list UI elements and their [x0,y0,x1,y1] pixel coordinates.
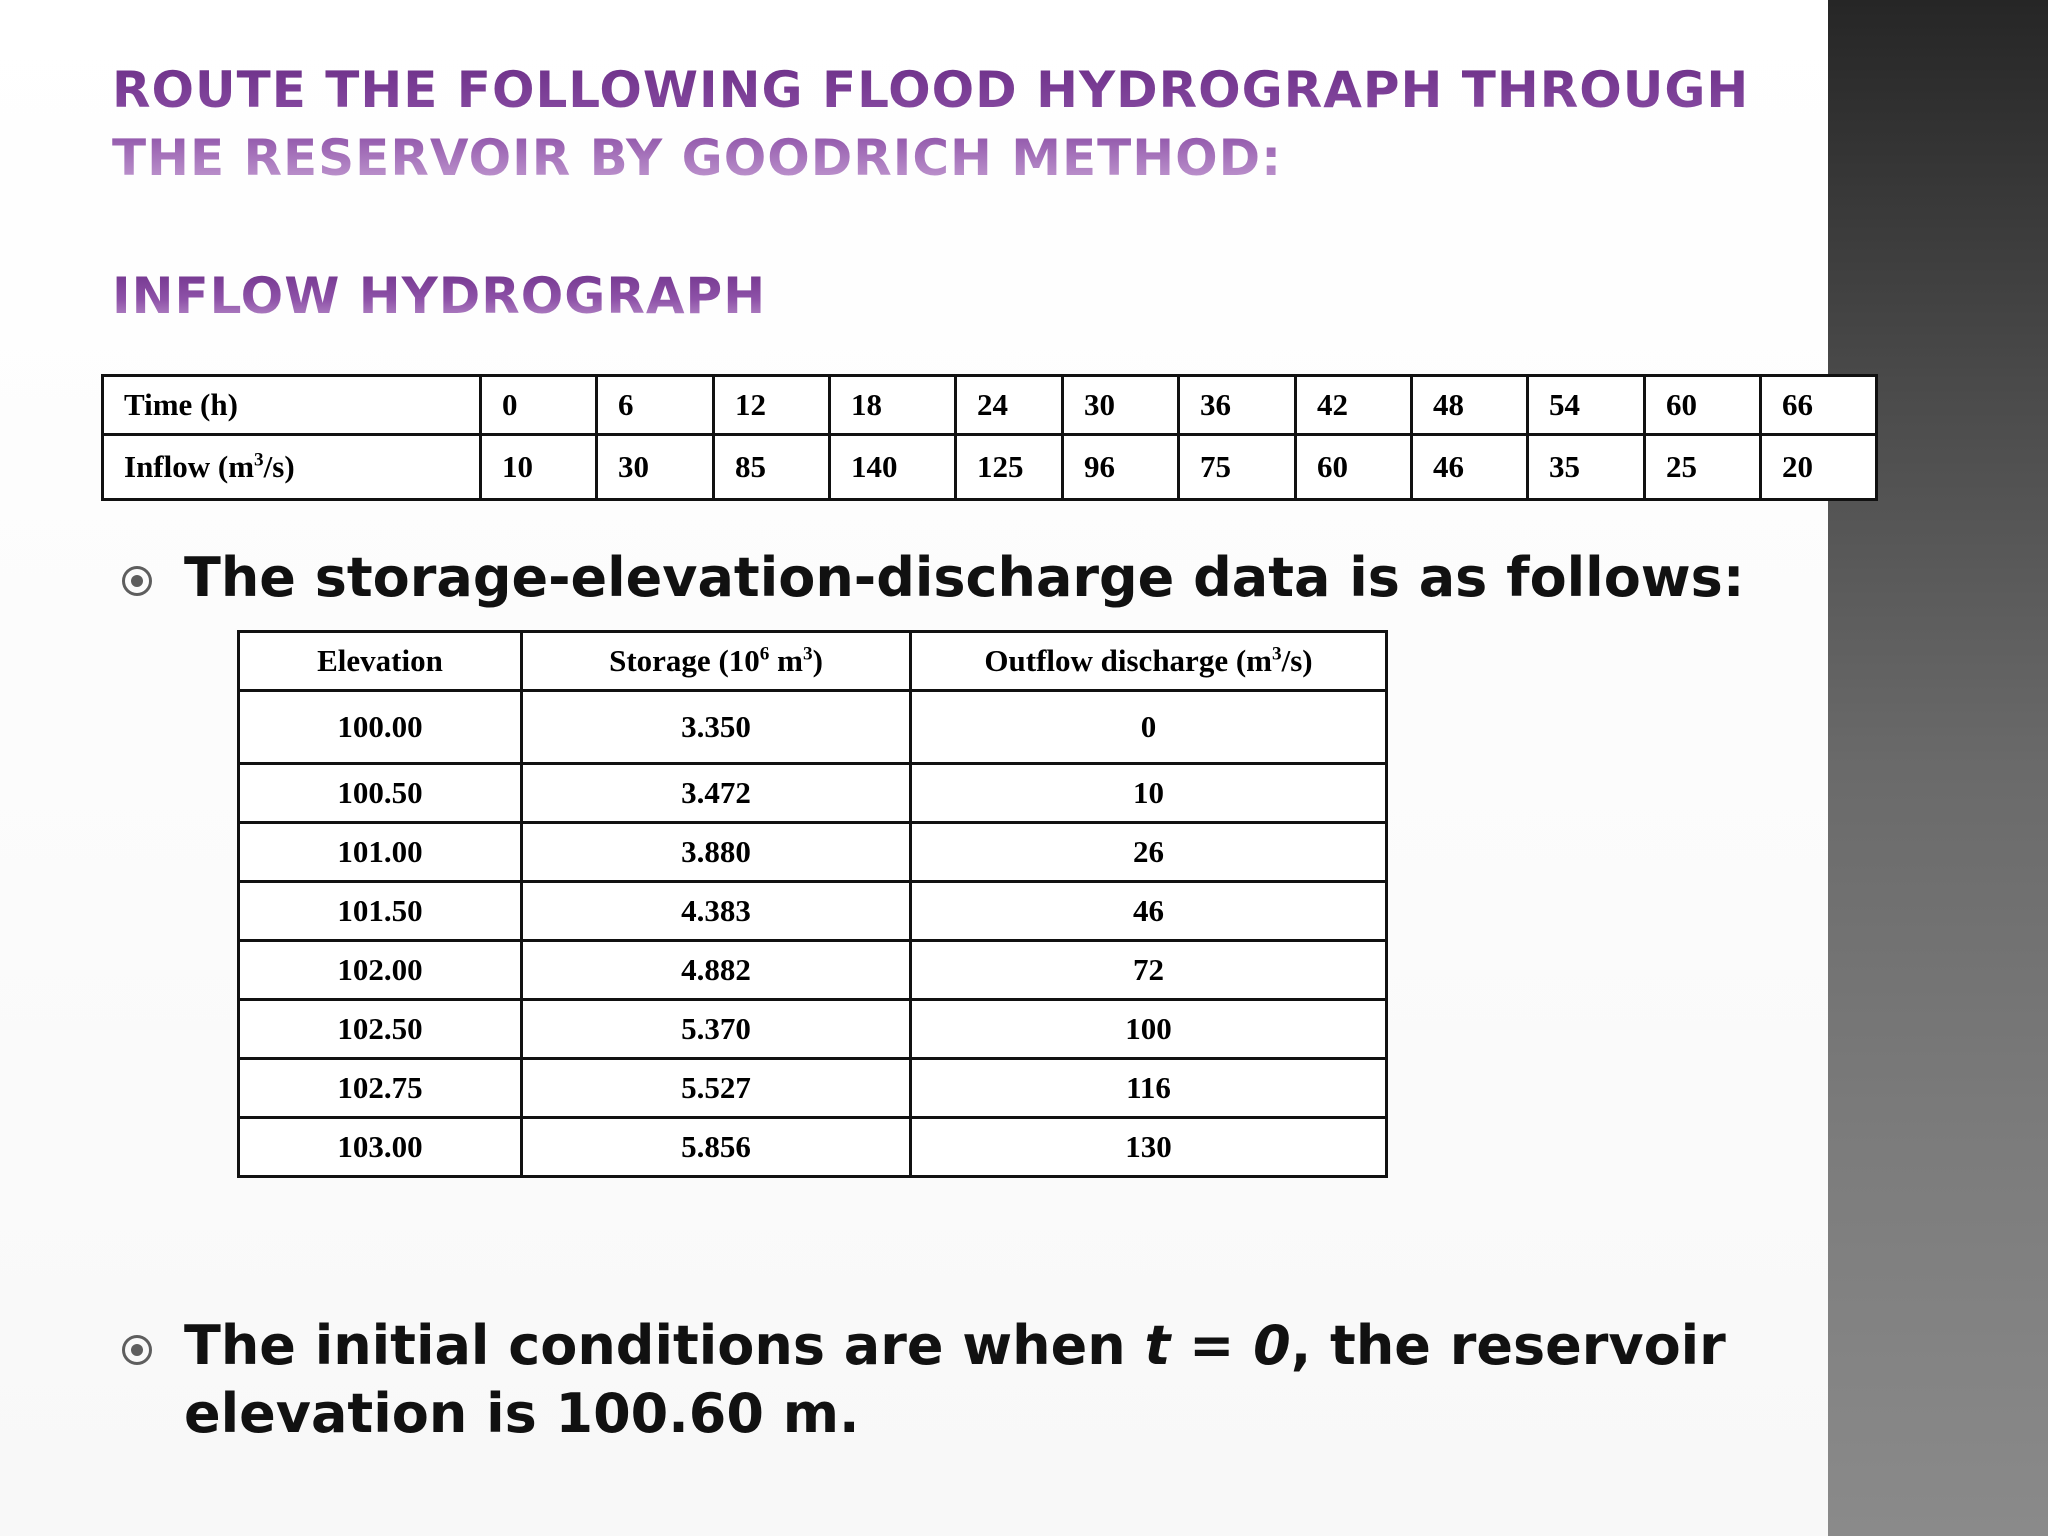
outflow-cell: 26 [911,823,1387,882]
table-row [239,1118,1387,1177]
storage-cell: 3.472 [522,764,911,823]
time-cell: 54 [1528,376,1645,435]
inflow-hydrograph-table [101,374,1878,501]
time-cell: 18 [830,376,956,435]
inflow-cell: 60 [1296,435,1412,500]
header-elevation: Elevation [239,632,522,691]
elevation-cell: 102.75 [239,1059,522,1118]
inflow-cell: 140 [830,435,956,500]
outflow-cell: 10 [911,764,1387,823]
bullet-icon [122,566,152,596]
outflow-cell: 116 [911,1059,1387,1118]
bullet-icon [122,1335,152,1365]
header-row [239,632,1387,691]
storage-cell: 4.882 [522,941,911,1000]
inflow-cell: 25 [1645,435,1761,500]
elevation-cell: 101.50 [239,882,522,941]
time-cell: 0 [481,376,597,435]
time-cell: 12 [714,376,830,435]
elevation-cell: 101.00 [239,823,522,882]
inflow-row [103,435,1877,500]
table-row [239,691,1387,764]
header-outflow: Outflow discharge $(m^3/s)$ [911,632,1387,691]
storage-cell: 5.527 [522,1059,911,1118]
time-cell: 30 [1063,376,1179,435]
inflow-cell: 46 [1412,435,1528,500]
time-label: Time (h) [103,376,481,435]
time-cell: 6 [597,376,714,435]
outflow-cell: 72 [911,941,1387,1000]
elevation-cell: 103.00 [239,1118,522,1177]
inflow-cell: 30 [597,435,714,500]
table-row [239,764,1387,823]
elevation-cell: 102.50 [239,1000,522,1059]
time-cell: 24 [956,376,1063,435]
inflow-cell: 20 [1761,435,1877,500]
inflow-cell: 75 [1179,435,1296,500]
elevation-cell: 102.00 [239,941,522,1000]
header-storage: Storage ($10^6$ $m^3$) [522,632,911,691]
time-cell: 48 [1412,376,1528,435]
inflow-cell: 35 [1528,435,1645,500]
outflow-cell: 100 [911,1000,1387,1059]
inflow-cell: 96 [1063,435,1179,500]
storage-cell: 4.383 [522,882,911,941]
title-line-1: ROUTE THE FOLLOWING FLOOD HYDROGRAPH THROUGH [112,61,1750,119]
inflow-cell: 125 [956,435,1063,500]
elevation-cell: 100.00 [239,691,522,764]
time-row [103,376,1877,435]
slide-title [112,56,1749,192]
storage-cell: 5.856 [522,1118,911,1177]
storage-cell: 3.350 [522,691,911,764]
time-cell: 66 [1761,376,1877,435]
outflow-cell: 130 [911,1118,1387,1177]
table-row [239,882,1387,941]
time-cell: 36 [1179,376,1296,435]
side-gradient-bar [1828,0,2048,1536]
outflow-cell: 46 [911,882,1387,941]
elevation-cell: 100.50 [239,764,522,823]
title-line-2: THE RESERVOIR BY GOODRICH METHOD: [112,129,1283,187]
storage-cell: 3.880 [522,823,911,882]
slide-subtitle: INFLOW HYDROGRAPH [112,262,766,330]
storage-cell: 5.370 [522,1000,911,1059]
table-row [239,941,1387,1000]
inflow-cell: 85 [714,435,830,500]
outflow-cell: 0 [911,691,1387,764]
storage-elevation-discharge-table [237,630,1388,1178]
time-cell: 60 [1645,376,1761,435]
time-cell: 42 [1296,376,1412,435]
bullet-initial-conditions: The initial conditions are when t = 0, the reservoir elevation is 100.60 m. [184,1314,1726,1445]
table-row [239,1059,1387,1118]
bullet-storage-intro: The storage-elevation-discharge data is as follows: [184,546,1745,609]
table-row [239,823,1387,882]
table-row [239,1000,1387,1059]
inflow-label: Inflow $(m^3/s)$ [103,435,481,500]
inflow-cell: 10 [481,435,597,500]
